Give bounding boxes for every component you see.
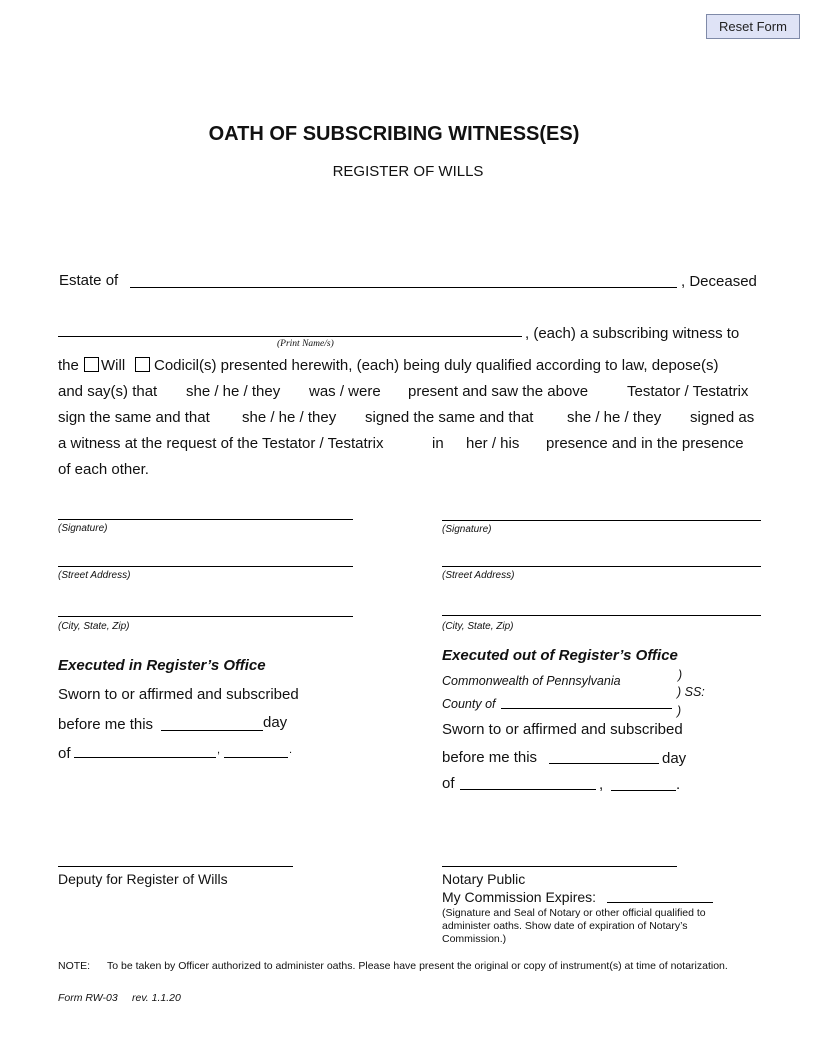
body-line4-seg3: her / his — [466, 435, 520, 452]
right-street-label: (Street Address) — [442, 570, 515, 581]
left-city-field[interactable] — [58, 616, 353, 617]
executed-out-sworn: Sworn to or affirmed and subscribed — [442, 721, 683, 738]
left-street-field[interactable] — [58, 566, 353, 567]
body-line2-seg1: and say(s) that — [58, 383, 158, 400]
will-checkbox[interactable] — [84, 357, 99, 372]
executed-in-day: day — [263, 714, 288, 731]
notary-note-2: administer oaths. Show date of expiration of Notary’s — [442, 920, 688, 932]
executed-out-day: day — [662, 750, 687, 767]
body-line2-seg3: was / were — [309, 383, 381, 400]
notary-note-3: Commission.) — [442, 933, 507, 945]
right-signature-field[interactable] — [442, 520, 761, 521]
body-line5: of each other. — [58, 461, 149, 478]
print-name-label: (Print Name/s) — [277, 339, 334, 349]
will-label: Will — [101, 357, 126, 374]
right-city-field[interactable] — [442, 615, 761, 616]
witness-suffix: , (each) a subscribing witness to — [525, 325, 740, 342]
notary-label: Notary Public — [442, 871, 526, 887]
deputy-signature-field[interactable] — [58, 866, 293, 867]
note-text: To be taken by Officer authorized to administer oaths. Please have present the original or copy of instrument(s) at time of notarization. — [107, 960, 728, 972]
executed-in-comma: , — [217, 744, 221, 756]
executed-out-of: of — [442, 775, 455, 792]
body-line3-seg4: she / he / they — [567, 409, 662, 426]
note-label: NOTE: — [58, 960, 91, 972]
executed-in-of: of — [58, 745, 71, 762]
body-line1-rest: Codicil(s) presented herewith, (each) being duly qualified according to law, depose(s) — [154, 357, 719, 374]
executed-out-heading: Executed out of Register’s Office — [442, 647, 678, 664]
body-line3-seg5: signed as — [690, 409, 755, 426]
page-title: OATH OF SUBSCRIBING WITNESS(ES) — [208, 123, 580, 145]
commission-expires-field[interactable] — [607, 902, 713, 903]
right-signature-label: (Signature) — [442, 524, 492, 535]
body-line2-seg2: she / he / they — [186, 383, 281, 400]
executed-out-day-field[interactable] — [549, 763, 659, 764]
executed-in-month-field[interactable] — [74, 757, 216, 758]
body-line2-seg4: present and saw the above — [408, 383, 589, 400]
executed-in-period: . — [289, 744, 293, 756]
commission-label: My Commission Expires: — [442, 889, 597, 905]
right-city-label: (City, State, Zip) — [442, 621, 514, 632]
left-signature-field[interactable] — [58, 519, 353, 520]
executed-in-day-field[interactable] — [161, 730, 263, 731]
executed-out-year-field[interactable] — [611, 790, 676, 791]
estate-suffix: , Deceased — [681, 273, 757, 290]
left-city-label: (City, State, Zip) — [58, 621, 130, 632]
left-signature-label: (Signature) — [58, 523, 108, 534]
executed-in-sworn: Sworn to or affirmed and subscribed — [58, 686, 299, 703]
estate-prefix: Estate of — [59, 272, 119, 289]
executed-in-before: before me this — [58, 716, 154, 733]
reset-form-button[interactable]: Reset Form — [706, 14, 800, 39]
body-line3-seg2: she / he / they — [242, 409, 337, 426]
body-line2-seg5: Testator / Testatrix — [627, 383, 749, 400]
estate-name-field[interactable] — [130, 287, 677, 288]
executed-out-comma: , — [599, 776, 604, 793]
county-label: County of — [442, 697, 496, 711]
paren-2: ) — [677, 704, 682, 718]
executed-out-period: . — [676, 776, 681, 793]
executed-out-before: before me this — [442, 749, 538, 766]
body-line4-seg1: a witness at the request of the Testator / Testatrix — [58, 435, 384, 452]
body-line4-seg4: presence and in the presence — [546, 435, 744, 452]
form-number: Form RW-03 — [58, 992, 118, 1004]
notary-signature-field[interactable] — [442, 866, 677, 867]
form-revision: rev. 1.1.20 — [132, 992, 181, 1004]
commonwealth-label: Commonwealth of Pennsylvania — [442, 674, 621, 688]
paren-1: ) — [678, 668, 683, 682]
executed-in-year-field[interactable] — [224, 757, 288, 758]
body-line3-seg1: sign the same and that — [58, 409, 210, 426]
executed-out-month-field[interactable] — [460, 789, 596, 790]
body-line4-seg2: in — [432, 435, 444, 452]
ss-label: ) SS: — [677, 685, 705, 699]
county-field[interactable] — [501, 708, 672, 709]
executed-in-heading: Executed in Register’s Office — [58, 657, 266, 674]
left-street-label: (Street Address) — [58, 570, 131, 581]
deputy-label: Deputy for Register of Wills — [58, 871, 228, 887]
right-street-field[interactable] — [442, 566, 761, 567]
notary-note-1: (Signature and Seal of Notary or other official qualified to — [442, 907, 706, 919]
codicil-checkbox[interactable] — [135, 357, 150, 372]
witness-names-field[interactable] — [58, 336, 522, 337]
page-subtitle: REGISTER OF WILLS — [332, 163, 484, 180]
body-the: the — [58, 357, 79, 374]
body-line3-seg3: signed the same and that — [365, 409, 534, 426]
